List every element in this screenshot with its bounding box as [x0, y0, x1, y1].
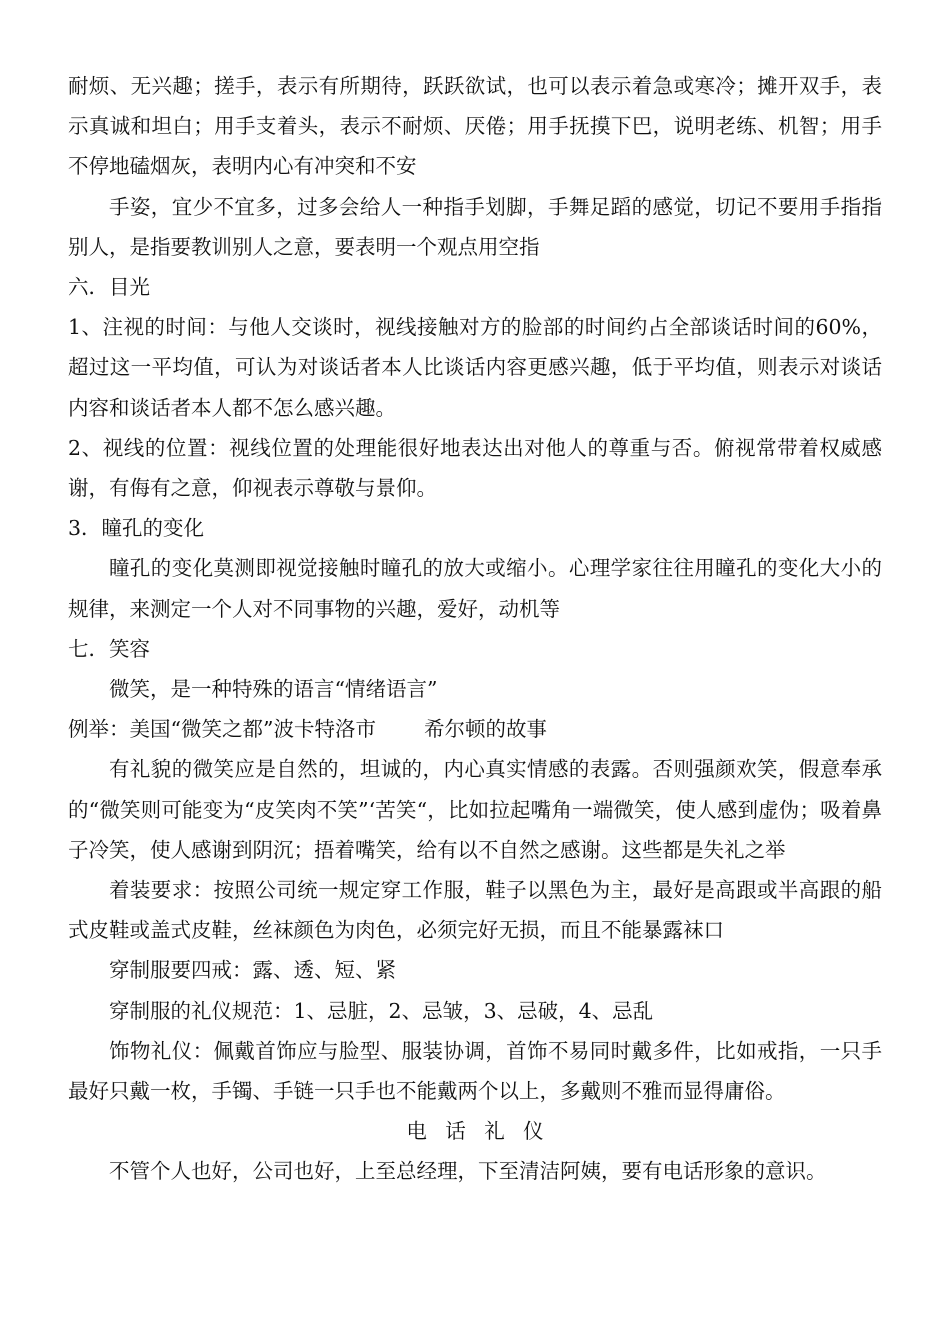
paragraph-accessory-etiquette: 饰物礼仪：佩戴首饰应与脸型、服装协调，首饰不易同时戴多件，比如戒指，一只手最好只戴一枚，手镯、手链一只手也不能戴两个以上，多戴则不雅而显得庸俗。 [68, 1038, 882, 1104]
example-smile-city: 例举：美国“微笑之都”波卡特洛市 [68, 717, 376, 742]
example-hilton-story: 希尔顿的故事 [423, 717, 547, 742]
paragraph-gaze-position: 2、视线的位置：视线位置的处理能很好地表达出对他人的尊重与否。俯视常带着权威感谢，有侮有之意，仰视表示尊敬与景仰。 [68, 435, 882, 501]
section-heading-smile: 七．笑容 [68, 636, 150, 661]
paragraph-pupil-change: 瞳孔的变化莫测即视觉接触时瞳孔的放大或缩小。心理学家往往用瞳孔的变化大小的规律，来测定一个人对不同事物的兴趣，爱好，动机等 [68, 556, 882, 621]
paragraph-examples [68, 709, 882, 749]
paragraph-gaze-duration: 1、注视的时间：与他人交谈时，视线接触对方的脸部的时间约占全部谈话时间的60%，超过这一平均值，可认为对谈话者本人比谈话内容更感兴趣，低于平均值，则表示对谈话内容和谈话者本人都不怎么感兴趣。 [68, 315, 882, 420]
section-title-phone-etiquette: 电话礼仪 [406, 1119, 563, 1144]
section-heading-eyes: 六．目光 [68, 275, 150, 300]
paragraph-dress-requirements: 着装要求：按照公司统一规定穿工作服，鞋子以黑色为主，最好是高跟或半高跟的船式皮鞋或盖式皮鞋，丝袜颜色为肉色，必须完好无损，而且不能暴露袜口 [68, 878, 882, 943]
paragraph-uniform-etiquette: 穿制服的礼仪规范：1、忌脏，2、忌皱，3、忌破，4、忌乱 [109, 998, 654, 1023]
paragraph-smile-language: 微笑，是一种特殊的语言“情绪语言” [109, 677, 438, 702]
paragraph-polite-smile: 有礼貌的微笑应是自然的，坦诚的，内心真实情感的表露。否则强颜欢笑，假意奉承的“微笑则可能变为“皮笑肉不笑”‘苦笑“，比如拉起嘴角一端微笑，使人感到虚伪；吸着鼻子冷笑，使人感谢到阴沉；捂着嘴笑，给有以不自然之感谢。这些都是失礼之举 [68, 757, 882, 862]
paragraph-phone-image: 不管个人也好，公司也好，上至总经理，下至清洁阿姨，要有电话形象的意识。 [109, 1159, 827, 1184]
paragraph-uniform-four-avoid: 穿制服要四戒：露、透、短、紧 [109, 958, 396, 983]
paragraph-gestures-meaning: 耐烦、无兴趣；搓手，表示有所期待，跃跃欲试，也可以表示着急或寒冷；摊开双手，表示真诚和坦白；用手支着头，表示不耐烦、厌倦；用手抚摸下巴，说明老练、机智；用手不停地磕烟灰，表明内心有冲突和不安 [68, 74, 882, 179]
paragraph-hand-posture: 手姿，宜少不宜多，过多会给人一种指手划脚，手舞足蹈的感觉，切记不要用手指指别人，是指要教训别人之意，要表明一个观点用空指 [68, 194, 882, 259]
subheading-pupil-change: 3．瞳孔的变化 [68, 516, 205, 541]
